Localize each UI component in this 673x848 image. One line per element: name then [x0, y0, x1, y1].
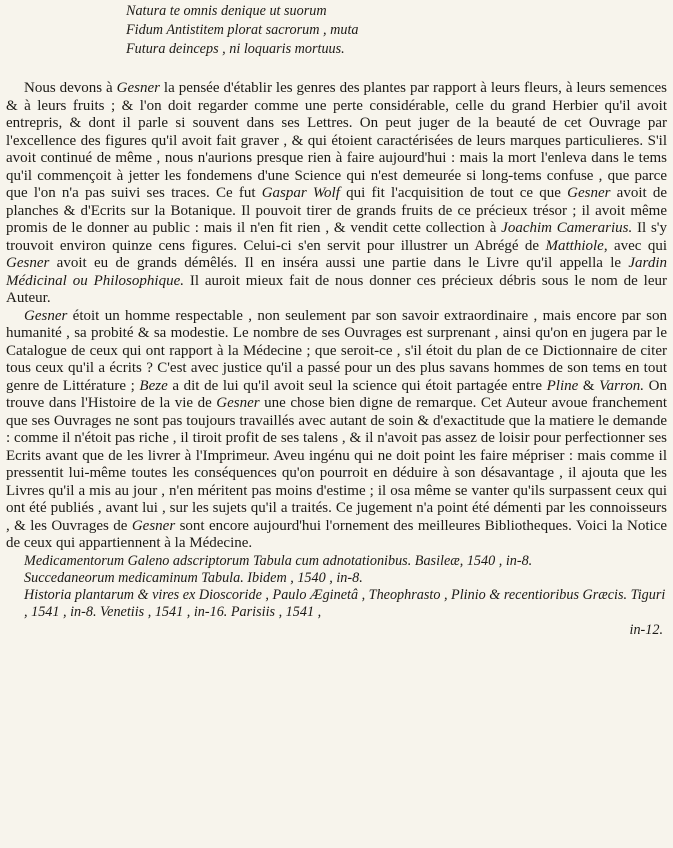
italic-name: Gesner: [6, 255, 50, 271]
text-run: On trouve dans l'Histoire de la vie de: [6, 377, 667, 411]
italic-name: Joachim Camerarius.: [501, 220, 633, 236]
bibliography-entry: Succedaneorum medicaminum Tabula. Ibidem , 1540 , in-8.: [24, 569, 363, 586]
text-run: la pensée d'établir les genres des plantes par rapport à leurs fleurs, à leurs semences & à leurs fruits ; & l'on doit regarder comme une perte considérable, celle du grand Herbier qu'il avoit entrepris, & dont il parle si souvent dans ses Lettres. On peut juger de la beauté de cet Ouvrage par l'excellence des figures qu'il avoit fait graver , & qui étoient caractérisées de leurs marques particulieres. S'il avoit continué de même , nous n'aurions presque rien à faire aujourd'hui : mais la mort l'enleva dans le tems qu'il commençoit à jetter les fondemens d'une Science qui n'est demeurée si long-tems confuse , que parce que l'on n'a pas suivi ses traces. Ce fut: [6, 80, 668, 201]
italic-name: Varron.: [599, 377, 645, 394]
bibliography-entry: Historia plantarum & vires ex Dioscoride , Paulo Æginetâ , Theophrasto , Plinio & recentioribus Græcis. Tiguri , 1541 , in-8. Venetiis , 1541 , in-16. Parisiis , 1541 ,: [24, 587, 666, 621]
text-run: , avec qui: [603, 237, 667, 254]
italic-name: Gaspar Wolf: [261, 185, 340, 201]
italic-name: Beze: [139, 377, 168, 394]
text-run: avoit de planches & d'Ecrits sur la Botanique. Il pouvoit tirer de grands fruits de ce précieux trésor ; il avoit même promis de le donner au public : mais il n'en fit rien , & vendit cette collection à: [6, 185, 668, 236]
italic-name: Gesner: [131, 517, 176, 534]
bibliography-list: [6, 553, 667, 638]
text-run: Nous devons à: [24, 80, 117, 96]
text-run: une chose bien digne de remarque. Cet Auteur avoue franchement que ses Ouvrages ne sont pas toujours travaillés avec autant de soin & d'exactitude que la matiere le demande : comme il n'étoit pas riche , il tiroit profit de ses talens , & il n'avoit pas assez de loisir pour perfectionner ses Ecrits avant que de les livrer à l'Imprimeur. Aveu ingénu qui ne doit point les faire mépriser : mais comme il pressentit lui-même toutes les conséquences qu'on pourroit en déduire à son désavantage , il ajouta que les Livres qu'il a mis au jour , n'en méritent pas moins d'estime ; il osa même se vanter qu'ils surpassent ceux qui ont été publiés , avant lui , sur les sujets qu'il a traités. Ce jugement n'a point été démenti par les connoisseurs , & les Ouvrages de: [6, 395, 667, 534]
verse-line: Fidum Antistitem plorat sacrorum , muta: [126, 22, 359, 38]
italic-name: Gesner: [216, 395, 260, 411]
italic-name: Matthiole: [545, 237, 604, 254]
text-run: &: [578, 377, 600, 394]
paragraph-gesner-character: [6, 308, 667, 553]
text-run: sont encore aujourd'hui l'ornement des meilleures Bibliotheques. Voici la Notice de ceux qui appartiennent à la Médecine.: [6, 517, 668, 551]
verse-line: Futura deinceps , ni loquaris mortuus.: [126, 41, 345, 57]
text-run: a dit de lui qu'il avoit seul la science qui étoit partagée entre: [167, 377, 547, 394]
italic-name: Jardin Médicinal ou Philosophique.: [6, 255, 667, 289]
italic-name: Gesner: [567, 185, 611, 201]
body-text: [6, 80, 667, 553]
text-run: qui fit l'acquisition de tout ce que: [339, 185, 568, 201]
text-run: Il auroit mieux fait de nous donner ces précieux débris sous le nom de leur Auteur.: [6, 272, 667, 306]
bibliography-entry-tail: in-12.: [629, 621, 663, 638]
italic-name: Pline: [546, 377, 579, 394]
verse-line: Natura te omnis denique ut suorum: [126, 3, 327, 19]
bibliography-entry: Medicamentorum Galeno adscriptorum Tabula cum adnotationibus. Basileæ, 1540 , in-8.: [24, 552, 533, 569]
text-run: étoit un homme respectable , non seulement par son savoir extraordinaire , mais encore par son humanité , sa probité & sa modestie. Le nombre de ses Ouvrages est surprenant , ainsi qu'on en jugera par le Catalogue de ceux qui ont rapport à la Médecine ; que seroit-ce , s'il étoit du plan de ce Dictionnaire de citer tous ceux qu'il a écrits ? C'est avec justice qu'il a passé pour un des plus savans hommes de son tems en tout genre de Littérature ;: [6, 307, 667, 394]
text-run: Il s'y trouvoit environ quinze cens figures. Celui-ci s'en servit pour illustrer un Abrégé de: [6, 220, 667, 254]
italic-name: Gesner: [116, 80, 160, 96]
paragraph-gesner-botany: [6, 80, 667, 308]
italic-name: Gesner: [24, 307, 68, 324]
latin-verse: [126, 2, 667, 59]
text-run: avoit eu de grands démêlés. Il en inséra aussi une partie dans le Livre qu'il appella le: [49, 255, 629, 271]
